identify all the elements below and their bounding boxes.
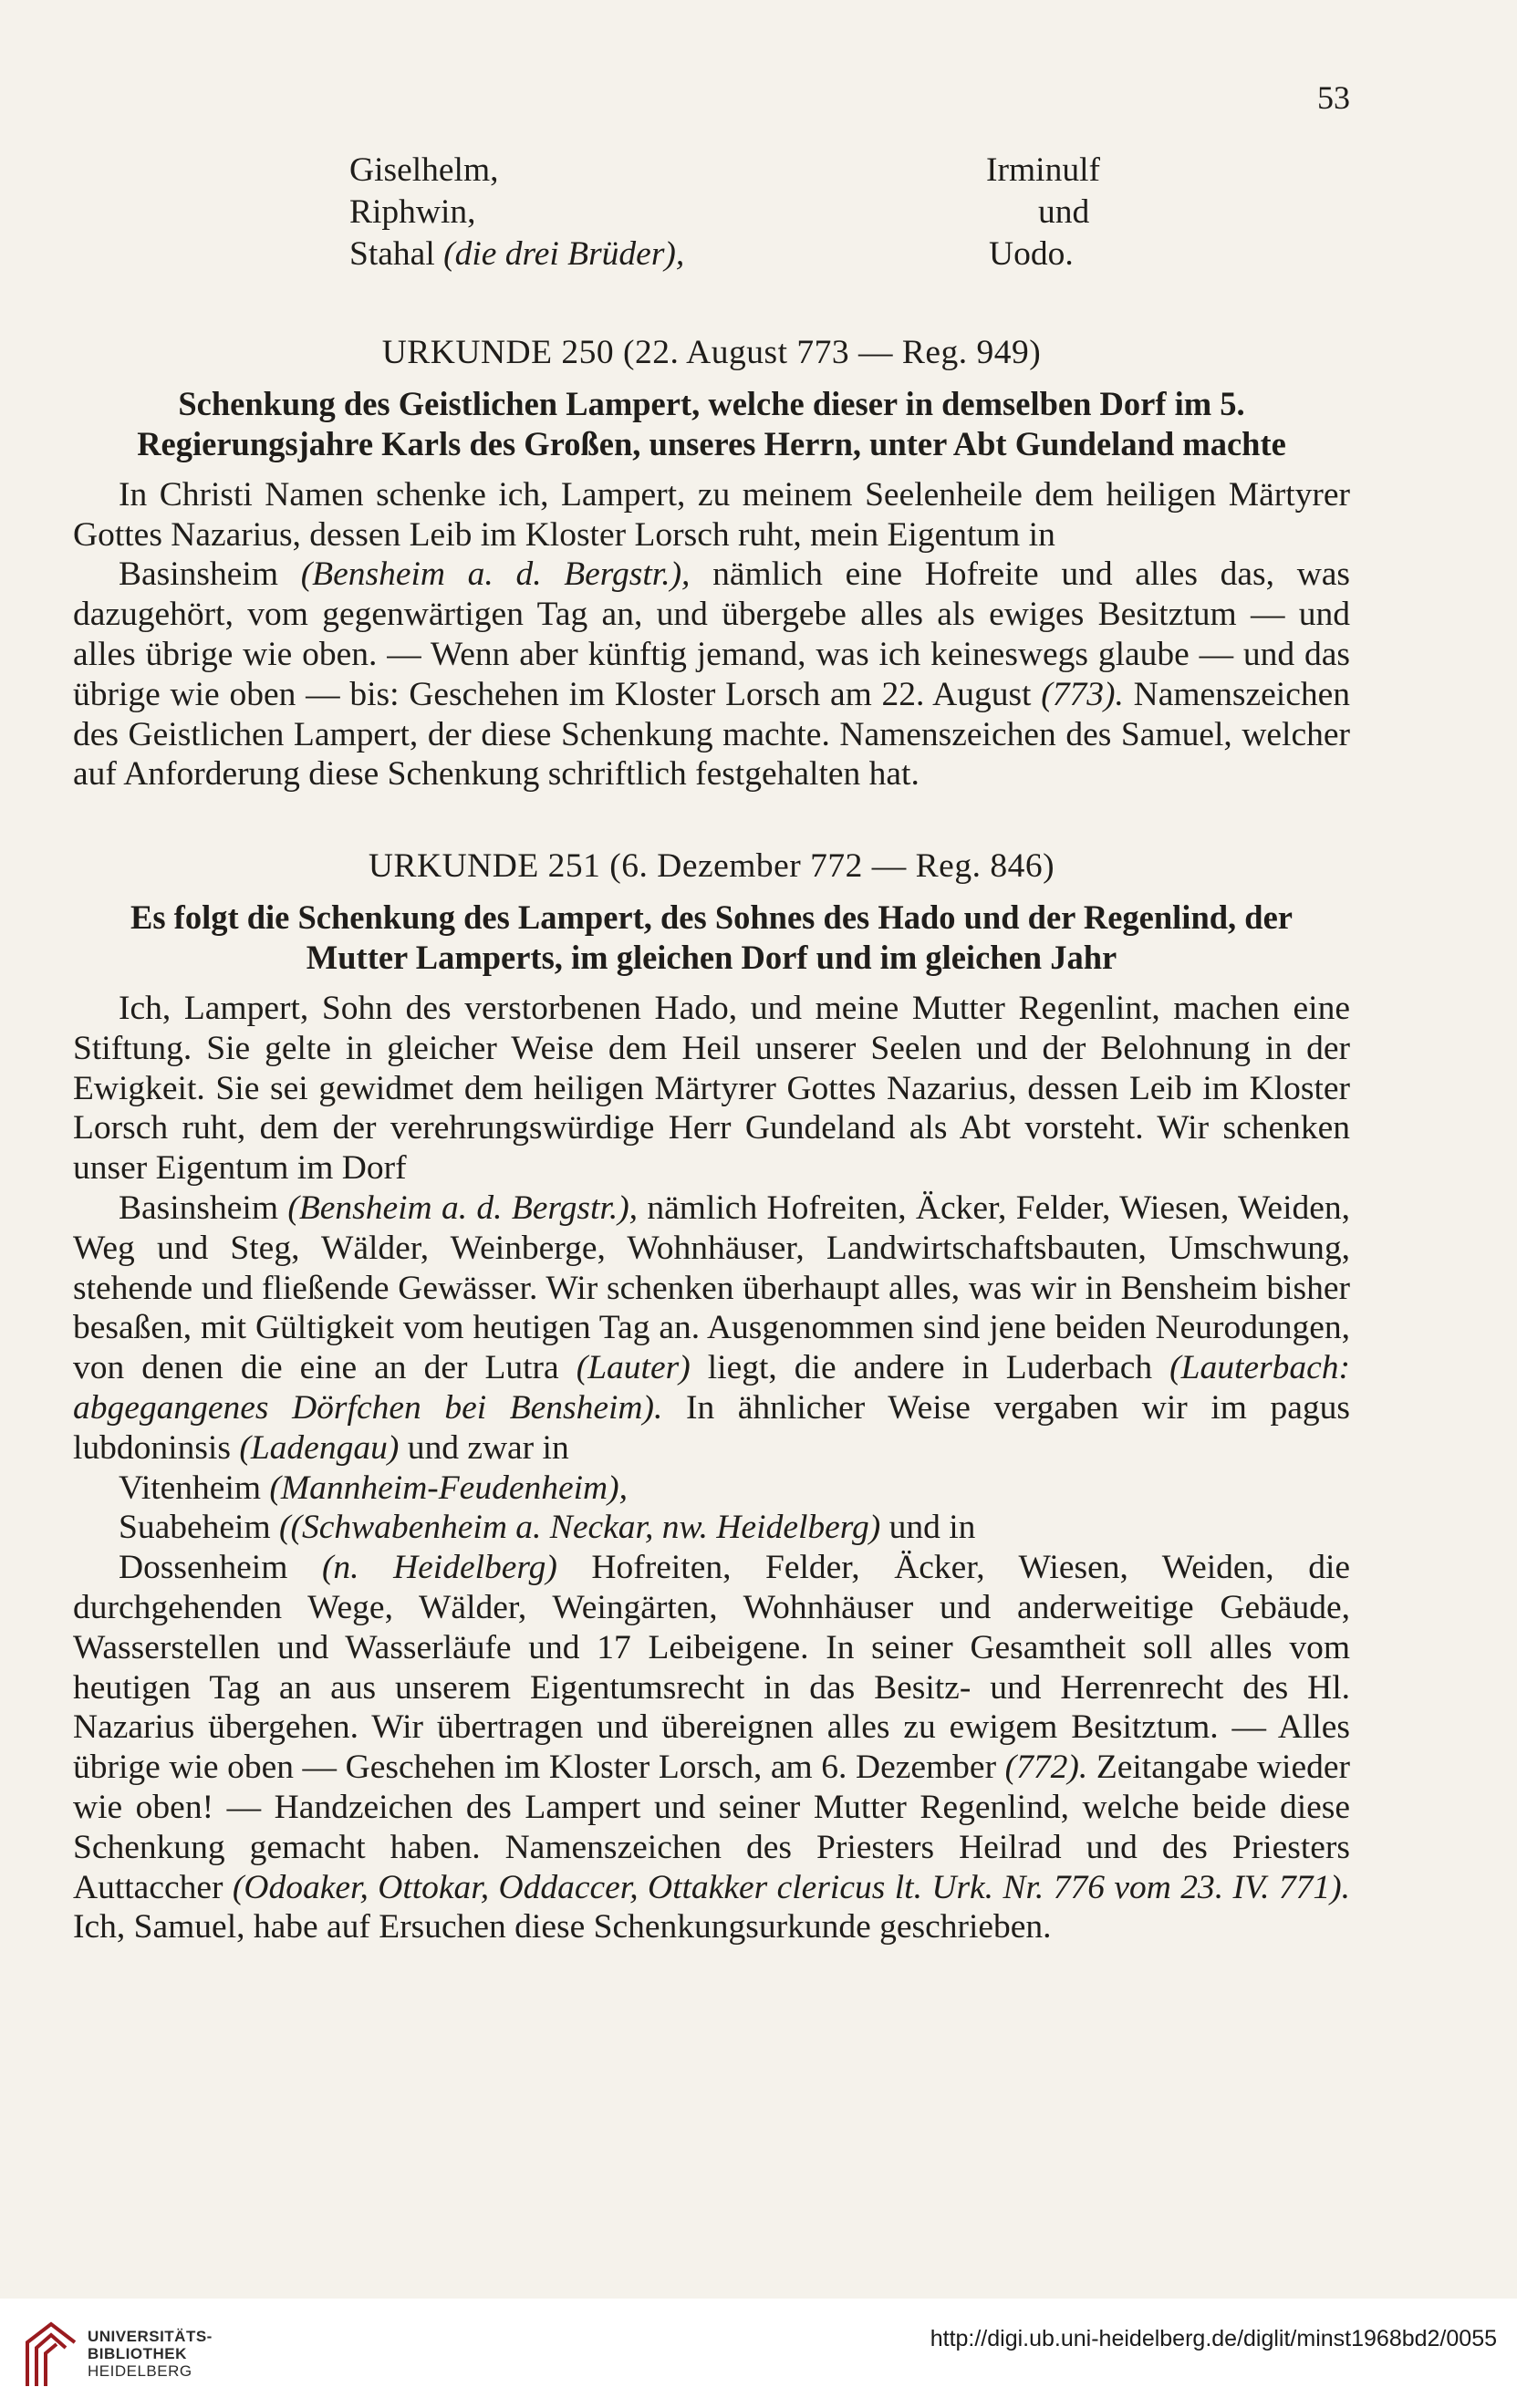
place-name: Basinsheim bbox=[119, 555, 278, 594]
source-url-link[interactable]: http://digi.ub.uni-heidelberg.de/diglit/minst1968bd2/0055 bbox=[930, 2326, 1497, 2351]
library-name bbox=[88, 2328, 213, 2380]
paragraph-text: Namenszeichen des Geistlichen Lampert, der diese Schenkung machte. Namenszeichen des Samuel, welcher auf Anforderung diese Schenkung schriftlich festgehalten hat. bbox=[73, 675, 1350, 794]
viewer-footer bbox=[0, 2299, 1517, 2408]
paragraph-text: Ich, Samuel, habe auf Ersuchen diese Schenkungsurkunde geschrieben. bbox=[73, 1908, 1052, 1946]
library-name-line: HEIDELBERG bbox=[88, 2362, 192, 2380]
witness-row bbox=[73, 192, 1350, 233]
witness-name: Stahal bbox=[349, 235, 435, 273]
date-gloss: (773). bbox=[1041, 675, 1124, 713]
names-gloss: (Odoaker, Ottokar, Oddaccer, Ottakker clericus lt. Urk. Nr. 776 vom 23. IV. 771). bbox=[232, 1868, 1351, 1906]
place-gloss: (Bensheim a. d. Bergstr.), bbox=[300, 555, 691, 594]
urkunde-250-heading: URKUNDE 250 (22. August 773 — Reg. 949) bbox=[381, 334, 1042, 371]
urkunde-251-title bbox=[73, 898, 1350, 978]
date-gloss: (772). bbox=[1004, 1749, 1088, 1787]
urkunde-251-paragraph bbox=[73, 1188, 1350, 1469]
place-line bbox=[73, 1508, 1350, 1548]
paragraph-text: liegt, die andere in Luderbach bbox=[707, 1349, 1153, 1387]
document-body bbox=[73, 150, 1350, 1947]
library-logo-icon bbox=[20, 2317, 82, 2390]
urkunde-250-title bbox=[73, 384, 1350, 464]
witness-right: Irminulf bbox=[986, 151, 1100, 189]
title-line: Mutter Lamperts, im gleichen Dorf und im gleichen Jahr bbox=[306, 938, 1117, 976]
witness-row bbox=[73, 234, 1350, 275]
place-line bbox=[73, 1469, 1350, 1509]
place-name: Vitenheim bbox=[119, 1469, 262, 1507]
witness-right: und bbox=[1038, 193, 1090, 231]
witness-row bbox=[73, 150, 1350, 191]
page-number: 53 bbox=[1317, 79, 1350, 116]
paragraph-text: Zeitangabe wieder wie oben! — Handzeichen des Lampert und seiner Mutter Regenlind, welche beide diese Schenkung gemacht haben. Namenszeichen des Priesters Heilrad und des Priesters Auttaccher bbox=[73, 1749, 1350, 1906]
place-gloss: (Mannheim-Feudenheim), bbox=[269, 1469, 628, 1507]
paragraph-text: Hofreiten, Felder, Äcker, Wiesen, Weiden, die durchgehenden Wege, Wälder, Weingärten, Wohnhäuser und anderweitige Gebäude, Wasserstellen und Wasserläufe und 17 Leibeigene. In seiner Gesamtheit soll alles vom heutigen Tag an aus unserem Eigentumsrecht in das Besitz- und Herrenrecht des Hl. Nazarius übergehen. Wir übertragen und übereignen alles zu ewigem Besitztum. — Alles übrige wie oben — Geschehen im Kloster Lorsch, am 6. Dezember bbox=[73, 1549, 1351, 1787]
place-name: Dossenheim bbox=[119, 1549, 288, 1587]
place-gloss: (Bensheim a. d. Bergstr.), bbox=[287, 1188, 639, 1227]
library-name-line: BIBLIOTHEK bbox=[88, 2345, 187, 2362]
library-name-line: UNIVERSITÄTS- bbox=[88, 2328, 213, 2345]
paragraph-text: nämlich eine Hofreite und alles das, was dazugehört, vom gegenwärtigen Tag an, und übergebe alles als ewiges Besitztum — und alles übrige wie oben. — Wenn aber künftig jemand, was ich keineswegs glaube — und das übrige wie oben — bis: Geschehen im Kloster Lorsch am 22. August bbox=[73, 555, 1351, 713]
witness-left bbox=[349, 234, 684, 275]
place-gloss: (Ladengau) bbox=[239, 1428, 400, 1467]
title-line: Schenkung des Geistlichen Lampert, welche dieser in demselben Dorf im 5. bbox=[178, 384, 1245, 422]
place-name: Suabeheim bbox=[119, 1509, 271, 1547]
place-gloss: (Lauter) bbox=[576, 1349, 691, 1387]
witness-right: Uodo. bbox=[989, 235, 1074, 273]
title-line: Es folgt die Schenkung des Lampert, des Sohnes des Hado und der Regenlind, der bbox=[130, 898, 1293, 936]
paragraph-text: und zwar in bbox=[407, 1428, 569, 1467]
place-gloss: ((Schwabenheim a. Neckar, nw. Heidelberg) bbox=[279, 1509, 881, 1547]
witness-left: Riphwin, bbox=[349, 193, 476, 231]
urkunde-250-paragraph: In Christi Namen schenke ich, Lampert, zu meinem Seelenheile dem heiligen Märtyrer Gottes Nazarius, dessen Leib im Kloster Lorsch ruht, mein Eigentum in bbox=[73, 475, 1350, 554]
paragraph-text: und in bbox=[888, 1509, 976, 1547]
paragraph-text: nämlich Hofreiten, Äcker, Felder, Wiesen, Weiden, Weg und Steg, Wälder, Weinberge, Wohnhäuser, Landwirtschaftsbauten, Umschwung, stehende und fließende Gewässer. Wir schenken überhaupt alles, was wir in Bensheim bisher besaßen, mit Gültigkeit vom heutigen Tag an. Ausgenommen sind jene beiden Neurodungen, von denen die eine an der Lutra bbox=[73, 1188, 1351, 1387]
witness-left: Giselhelm, bbox=[349, 151, 499, 189]
witness-note: (die drei Brüder), bbox=[443, 235, 685, 273]
title-line: Regierungsjahre Karls des Großen, unseres Herrn, unter Abt Gundeland machte bbox=[137, 424, 1286, 462]
place-gloss: (Lauterbach: abgegangenes Dörfchen bei Bensheim). bbox=[73, 1349, 1351, 1427]
place-name: Basinsheim bbox=[119, 1188, 278, 1227]
urkunde-251-paragraph bbox=[73, 1548, 1350, 1947]
urkunde-251-paragraph: Ich, Lampert, Sohn des verstorbenen Hado, und meine Mutter Regenlint, machen eine Stiftung. Sie gelte in gleicher Weise dem Heil unserer Seelen und der Belohnung in der Ewigkeit. Sie sei gewidmet dem heiligen Märtyrer Gottes Nazarius, dessen Leib im Kloster Lorsch ruht, dem der verehrungswürdige Herr Gundeland als Abt vorsteht. Wir schenken unser Eigentum im Dorf bbox=[73, 989, 1350, 1188]
witness-list bbox=[73, 150, 1350, 279]
place-gloss: (n. Heidelberg) bbox=[321, 1549, 557, 1587]
paragraph-text: In ähnlicher Weise vergaben wir im pagus lubdoninsis bbox=[73, 1388, 1351, 1467]
urkunde-250-paragraph bbox=[73, 555, 1350, 794]
urkunde-251-heading: URKUNDE 251 (6. Dezember 772 — Reg. 846) bbox=[368, 847, 1055, 886]
